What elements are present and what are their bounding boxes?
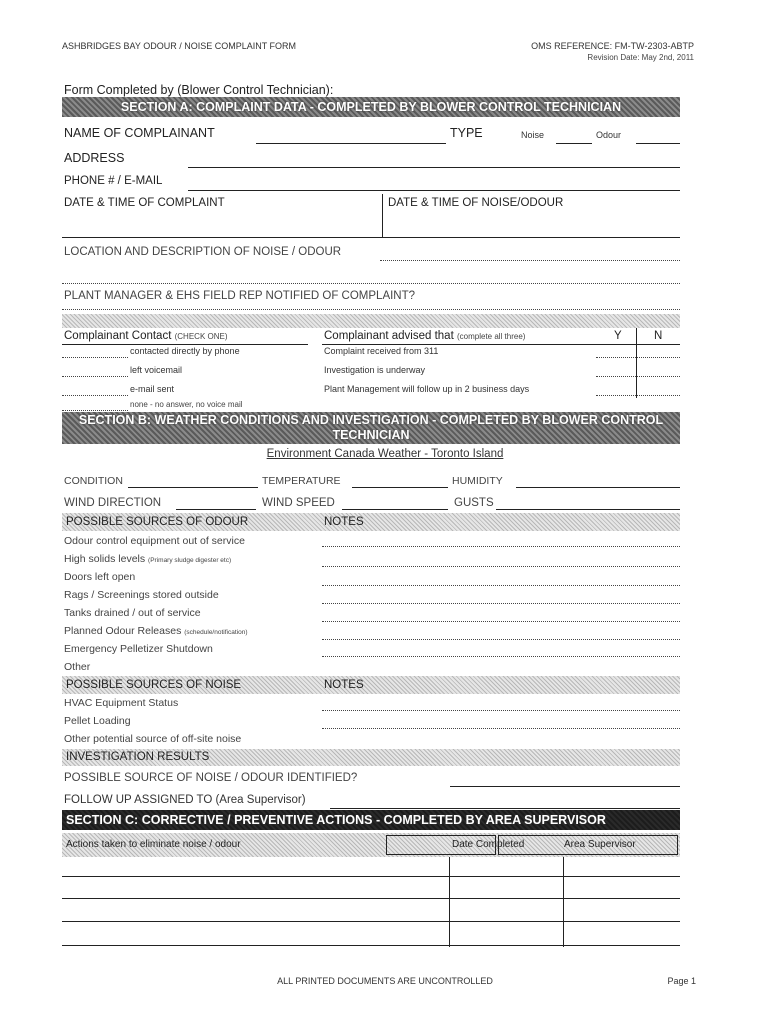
page-number: Page 1 <box>667 976 696 986</box>
contact-option-email-check[interactable] <box>62 395 128 396</box>
noise-source-pellet: Pellet Loading <box>64 715 131 727</box>
odour-note-line-5[interactable] <box>322 621 680 622</box>
contact-option-phone-check[interactable] <box>62 357 128 358</box>
plant-manager-notified-label: PLANT MANAGER & EHS FIELD REP NOTIFIED OF COMPLAINT? <box>64 290 416 302</box>
noise-source-hvac: HVAC Equipment Status <box>64 697 179 709</box>
odour-note-line-2[interactable] <box>322 566 680 567</box>
follow-up-label: FOLLOW UP ASSIGNED TO (Area Supervisor) <box>64 794 306 806</box>
odour-source-other: Other <box>64 661 91 673</box>
wind-speed-label: WIND SPEED <box>262 497 335 509</box>
date-time-field-line[interactable] <box>62 237 680 238</box>
phone-email-field[interactable] <box>188 190 680 191</box>
complainant-advised-header <box>324 330 525 342</box>
advised-y-label: Y <box>614 330 622 342</box>
advised-item-followup-yn[interactable] <box>596 395 680 396</box>
section-c-header: SECTION C: CORRECTIVE / PREVENTIVE ACTIONS - COMPLETED BY AREA SUPERVISOR <box>62 810 680 830</box>
complainant-contact-title: Complainant Contact <box>64 330 172 342</box>
section-c-divider-2 <box>563 857 564 947</box>
wind-direction-field[interactable] <box>176 509 256 510</box>
type-noise-field[interactable] <box>556 143 592 144</box>
type-odour-field[interactable] <box>636 143 680 144</box>
gusts-field[interactable] <box>496 509 680 510</box>
temperature-field[interactable] <box>352 487 448 488</box>
odour-source-high-solids-label: High solids levels <box>64 553 146 565</box>
advised-item-investigation-yn[interactable] <box>596 376 680 377</box>
contact-option-voicemail-check[interactable] <box>62 376 128 377</box>
plant-manager-notified-field[interactable] <box>62 309 680 310</box>
contact-option-none-check[interactable] <box>62 410 128 411</box>
form-completed-by-label: Form Completed by (Blower Control Technician): <box>64 83 334 97</box>
follow-up-field[interactable] <box>330 808 680 809</box>
odour-sources-header-band <box>62 513 680 531</box>
action-row-4[interactable] <box>62 945 680 946</box>
noise-sources-header: POSSIBLE SOURCES OF NOISE <box>66 679 242 691</box>
col-date-header: Date Completed <box>452 839 525 850</box>
section-a-header: SECTION A: COMPLAINT DATA - COMPLETED BY BLOWER CONTROL TECHNICIAN <box>62 97 680 117</box>
section-c-divider-1 <box>449 857 450 947</box>
advised-header-underline <box>322 344 680 345</box>
investigation-results-header: INVESTIGATION RESULTS <box>66 751 210 763</box>
contact-option-email: e-mail sent <box>130 384 175 394</box>
odour-note-line-1[interactable] <box>322 546 680 547</box>
odour-note-line-3[interactable] <box>322 585 680 586</box>
odour-source-planned-label: Planned Odour Releases <box>64 625 182 637</box>
wind-speed-field[interactable] <box>342 509 448 510</box>
contact-option-voicemail: left voicemail <box>130 365 183 375</box>
odour-source-planned <box>64 625 247 637</box>
odour-notes-label: NOTES <box>324 516 364 528</box>
odour-note-line-7[interactable] <box>322 656 680 657</box>
complainant-advised-note: (complete all three) <box>456 332 526 341</box>
odour-note-line-4[interactable] <box>322 603 680 604</box>
odour-source-planned-note: (schedule/notification) <box>184 629 248 636</box>
contact-option-phone: contacted directly by phone <box>130 346 240 356</box>
col-supervisor-header: Area Supervisor <box>564 839 636 850</box>
uncontrolled-footer: ALL PRINTED DOCUMENTS ARE UNCONTROLLED <box>277 976 493 986</box>
source-identified-label: POSSIBLE SOURCE OF NOISE / ODOUR IDENTIFIED? <box>64 772 358 784</box>
phone-email-label: PHONE # / E-MAIL <box>64 175 163 187</box>
col-date-box <box>386 835 496 855</box>
investigation-header-band <box>62 749 680 766</box>
name-of-complainant-field[interactable] <box>256 143 446 144</box>
col-supervisor-box <box>498 835 678 855</box>
col-actions-header: Actions taken to eliminate noise / odour <box>66 839 241 850</box>
location-description-label: LOCATION AND DESCRIPTION OF NOISE / ODOUR <box>64 246 342 258</box>
odour-source-pelletizer: Emergency Pelletizer Shutdown <box>64 643 213 655</box>
date-divider <box>382 194 383 238</box>
humidity-field[interactable] <box>516 487 680 488</box>
noise-note-line-1[interactable] <box>322 710 680 711</box>
action-row-2[interactable] <box>62 898 680 899</box>
location-description-field-2[interactable] <box>62 283 680 284</box>
noise-source-other: Other potential source of off-site noise <box>64 733 242 745</box>
noise-note-line-2[interactable] <box>322 728 680 729</box>
form-title: ASHBRIDGES BAY ODOUR / NOISE COMPLAINT FORM <box>62 41 297 51</box>
gusts-label: GUSTS <box>454 497 494 509</box>
advised-n-label: N <box>654 330 663 342</box>
noise-sources-header-band <box>62 676 680 694</box>
yn-divider <box>636 328 637 398</box>
wind-direction-label: WIND DIRECTION <box>64 497 162 509</box>
action-row-3[interactable] <box>62 921 680 922</box>
name-of-complainant-label: NAME OF COMPLAINANT <box>64 126 215 140</box>
odour-note-line-6[interactable] <box>322 639 680 640</box>
revision-date: Revision Date: May 2nd, 2011 <box>587 53 694 62</box>
contact-header-underline <box>62 344 308 345</box>
complainant-contact-header <box>64 330 228 342</box>
section-a-hatch-band <box>62 314 680 328</box>
address-label: ADDRESS <box>64 151 125 165</box>
date-time-complaint-label: DATE & TIME OF COMPLAINT <box>64 197 225 209</box>
section-b-header <box>62 412 680 444</box>
advised-item-311: Complaint received from 311 <box>324 346 439 356</box>
condition-field[interactable] <box>128 487 258 488</box>
oms-reference: OMS REFERENCE: FM-TW-2303-ABTP <box>531 41 694 51</box>
section-b-title-line1: SECTION B: WEATHER CONDITIONS AND INVESTIGATION - COMPLETED BY BLOWER CONTROL <box>78 413 664 427</box>
condition-label: CONDITION <box>64 475 123 487</box>
action-row-1[interactable] <box>62 876 680 877</box>
location-description-field[interactable] <box>380 260 680 261</box>
section-b-title-line2: TECHNICIAN <box>332 428 410 442</box>
noise-notes-label: NOTES <box>324 679 364 691</box>
odour-source-high-solids-note: (Primary sludge digester etc) <box>148 557 232 564</box>
complainant-advised-title: Complainant advised that <box>324 330 454 342</box>
type-noise-label: Noise <box>521 130 545 140</box>
odour-source-rags: Rags / Screenings stored outside <box>64 589 219 601</box>
odour-source-high-solids <box>64 553 231 565</box>
odour-sources-header: POSSIBLE SOURCES OF ODOUR <box>66 516 249 528</box>
contact-option-none: none - no answer, no voice mail <box>130 400 243 409</box>
advised-item-followup: Plant Management will follow up in 2 business days <box>324 384 530 394</box>
odour-source-tanks: Tanks drained / out of service <box>64 607 201 619</box>
odour-source-equipment: Odour control equipment out of service <box>64 535 245 547</box>
type-odour-label: Odour <box>596 130 622 140</box>
address-field[interactable] <box>188 167 680 168</box>
type-label: TYPE <box>450 126 483 140</box>
odour-source-doors: Doors left open <box>64 571 136 583</box>
temperature-label: TEMPERATURE <box>262 475 341 487</box>
date-time-noise-label: DATE & TIME OF NOISE/ODOUR <box>388 197 564 209</box>
source-identified-field[interactable] <box>450 786 680 787</box>
humidity-label: HUMIDITY <box>452 475 503 487</box>
advised-item-investigation: Investigation is underway <box>324 365 426 375</box>
weather-link[interactable]: Environment Canada Weather - Toronto Island <box>266 448 504 460</box>
complainant-contact-note: (CHECK ONE) <box>174 332 228 341</box>
advised-item-311-yn[interactable] <box>596 357 680 358</box>
